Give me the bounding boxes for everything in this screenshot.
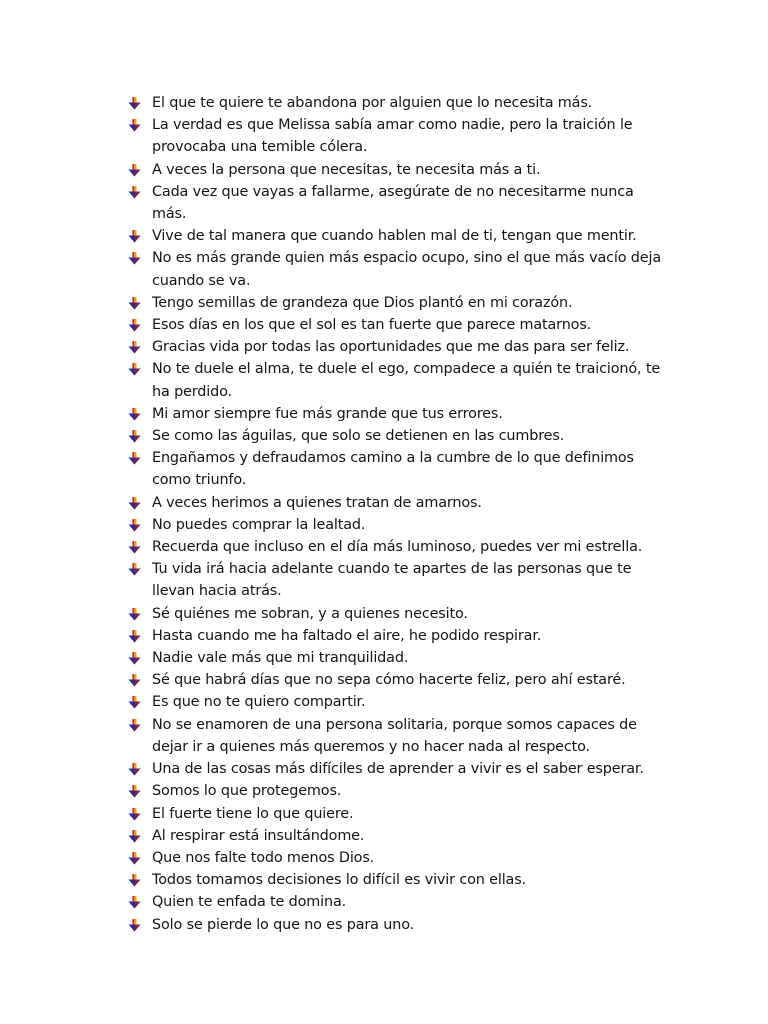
list-item: [128, 647, 668, 669]
list-item-text: No te duele el alma, te duele el ego, compadece a quién te traicionó, te ha perdido.: [152, 361, 661, 400]
list-item: [128, 669, 668, 691]
down-arrow-bullet-icon: [128, 719, 141, 732]
down-arrow-bullet-icon: [128, 696, 141, 709]
down-arrow-bullet-icon: [128, 408, 141, 421]
list-item-text: El que te quiere te abandona por alguien que lo necesita más.: [152, 95, 593, 111]
list-item: [128, 336, 668, 358]
down-arrow-bullet-icon: [128, 230, 141, 243]
list-item-text: Solo se pierde lo que no es para uno.: [152, 916, 415, 933]
list-item: [128, 181, 668, 225]
down-arrow-bullet-icon: [128, 630, 141, 643]
down-arrow-bullet-icon: [128, 674, 141, 687]
list-item-text: Tengo semillas de grandeza que Dios plantó en mi corazón.: [152, 294, 573, 311]
list-item-text: A veces la persona que necesitas, te necesita más a ti.: [152, 161, 541, 178]
list-item: [128, 891, 668, 913]
list-item: [128, 314, 668, 336]
list-item: [128, 914, 668, 936]
list-item: [128, 691, 668, 713]
list-item-text: Vive de tal manera que cuando hablen mal de ti, tengan que mentir.: [152, 228, 637, 245]
list-item: [128, 403, 668, 425]
list-item: [128, 447, 668, 491]
list-item-text: Recuerda que incluso en el día más luminoso, puedes ver mi estrella.: [152, 539, 643, 556]
list-item-text: Somos lo que protegemos.: [152, 783, 342, 800]
list-item-text: Quien te enfada te domina.: [152, 894, 347, 911]
down-arrow-bullet-icon: [128, 852, 141, 865]
list-item-text: Gracias vida por todas las oportunidades que me das para ser feliz.: [152, 339, 630, 356]
list-item-text: No es más grande quien más espacio ocupo, sino el que más vacío deja cuando se va.: [152, 250, 662, 289]
list-item-text: Cada vez que vayas a fallarme, asegúrate de no necesitarme nunca más.: [152, 183, 634, 223]
list-item: [128, 869, 668, 891]
down-arrow-bullet-icon: [128, 763, 141, 776]
list-item-text: Esos días en los que el sol es tan fuerte que parece matarnos.: [152, 317, 592, 334]
down-arrow-bullet-icon: [128, 830, 141, 843]
list-item: [128, 114, 668, 158]
list-item: [128, 536, 668, 558]
list-item: [128, 780, 668, 802]
list-item: [128, 292, 668, 314]
list-item: [128, 803, 668, 825]
list-item: [128, 514, 668, 536]
quote-list: [128, 92, 668, 936]
list-item: [128, 358, 668, 402]
list-item-text: A veces herimos a quienes tratan de amarnos.: [152, 494, 482, 511]
down-arrow-bullet-icon: [128, 874, 141, 887]
list-item-text: Se como las águilas, que solo se detienen en las cumbres.: [152, 428, 565, 445]
down-arrow-bullet-icon: [128, 119, 141, 132]
list-item-text: El fuerte tiene lo que quiere.: [152, 805, 354, 822]
list-item-text: La verdad es que Melissa sabía amar como nadie, pero la traición le provocaba una temible cólera.: [152, 117, 633, 156]
list-item: [128, 625, 668, 647]
down-arrow-bullet-icon: [128, 608, 141, 621]
down-arrow-bullet-icon: [128, 363, 141, 376]
list-item: [128, 159, 668, 181]
list-item: [128, 558, 668, 602]
list-item-text: Al respirar está insultándome.: [152, 827, 365, 844]
list-item: [128, 714, 668, 758]
down-arrow-bullet-icon: [128, 808, 141, 821]
list-item-text: Que nos falte todo menos Dios.: [152, 849, 375, 866]
list-item-text: Mi amor siempre fue más grande que tus errores.: [152, 405, 503, 422]
down-arrow-bullet-icon: [128, 896, 141, 909]
down-arrow-bullet-icon: [128, 319, 141, 332]
list-item: [128, 825, 668, 847]
down-arrow-bullet-icon: [128, 97, 141, 110]
list-item: [128, 225, 668, 247]
down-arrow-bullet-icon: [128, 297, 141, 310]
list-item-text: Engañamos y defraudamos camino a la cumbre de lo que definimos como triunfo.: [152, 450, 634, 489]
list-item-text: Tu vida irá hacia adelante cuando te apartes de las personas que te llevan hacia atrás.: [152, 561, 632, 600]
down-arrow-bullet-icon: [128, 164, 141, 177]
list-item: [128, 603, 668, 625]
list-item: [128, 492, 668, 514]
down-arrow-bullet-icon: [128, 252, 141, 265]
list-item: [128, 847, 668, 869]
list-item-text: No se enamoren de una persona solitaria, porque somos capaces de dejar ir a quienes más queremos y no hacer nada al respecto.: [152, 716, 637, 755]
list-item-text: Nadie vale más que mi tranquilidad.: [152, 650, 409, 667]
down-arrow-bullet-icon: [128, 652, 141, 665]
down-arrow-bullet-icon: [128, 341, 141, 354]
down-arrow-bullet-icon: [128, 919, 141, 932]
down-arrow-bullet-icon: [128, 563, 141, 576]
list-item-text: Todos tomamos decisiones lo difícil es vivir con ellas.: [152, 872, 526, 889]
down-arrow-bullet-icon: [128, 541, 141, 554]
down-arrow-bullet-icon: [128, 452, 141, 465]
list-item: [128, 247, 668, 291]
down-arrow-bullet-icon: [128, 430, 141, 443]
list-item-text: Sé quiénes me sobran, y a quienes necesito.: [152, 605, 468, 622]
list-item-text: Hasta cuando me ha faltado el aire, he podido respirar.: [152, 627, 542, 644]
list-item: [128, 425, 668, 447]
list-item: [128, 92, 668, 114]
list-item-text: No puedes comprar la lealtad.: [152, 516, 366, 533]
down-arrow-bullet-icon: [128, 186, 141, 199]
list-item-text: Una de las cosas más difíciles de aprender a vivir es el saber esperar.: [152, 761, 644, 778]
list-item-text: Es que no te quiero compartir.: [152, 694, 366, 711]
list-item: [128, 758, 668, 780]
list-item-text: Sé que habrá días que no sepa cómo hacerte feliz, pero ahí estaré.: [152, 672, 626, 689]
down-arrow-bullet-icon: [128, 785, 141, 798]
down-arrow-bullet-icon: [128, 497, 141, 510]
down-arrow-bullet-icon: [128, 519, 141, 532]
